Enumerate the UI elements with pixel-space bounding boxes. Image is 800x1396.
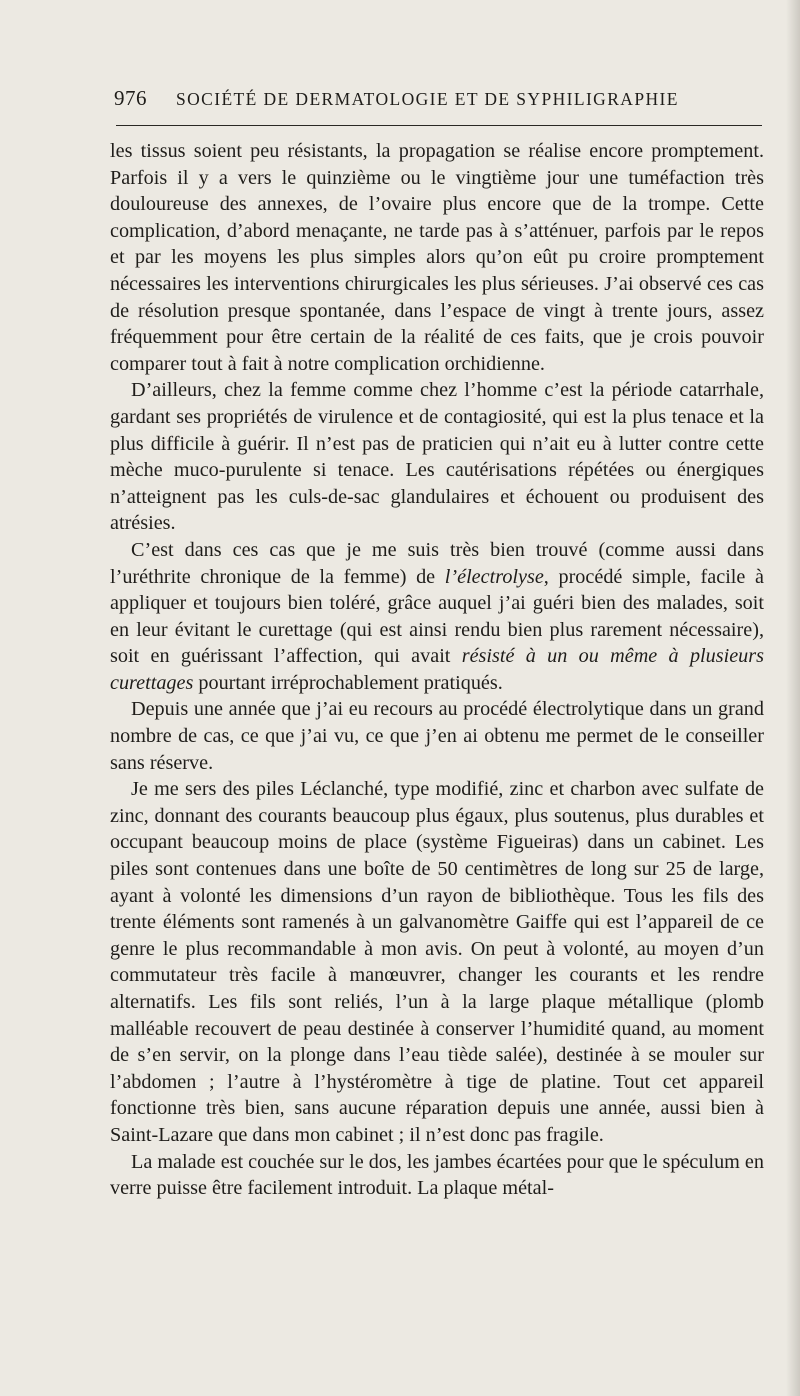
page-edge-shadow bbox=[786, 0, 800, 1396]
page-number: 976 bbox=[114, 86, 147, 110]
body-text bbox=[110, 138, 764, 1202]
running-title: SOCIÉTÉ DE DERMATOLOGIE ET DE SYPHILIGRAPHIE bbox=[176, 89, 679, 109]
paragraph-text: C’est dans ces cas que je me suis très bien trouvé (comme aussi dans l’uréthrite chronique de la femme) de bbox=[110, 538, 764, 588]
paragraph: Depuis une année que j’ai eu recours au procédé électrolytique dans un grand nombre de cas, ce que j’ai vu, ce que j’en ai obtenu me permet de le conseiller sans réserve. bbox=[110, 698, 764, 774]
italic-term: l’électrolyse bbox=[444, 565, 544, 588]
paragraph: les tissus soient peu résistants, la propagation se réalise encore promptement. Parfois il y a vers le quinzième ou le vingtième jour une tuméfaction très douloureuse des annexes, de l’ovaire plus encore que de la trompe. Cette complication, d’abord menaçante, ne tarde pas à s’atténuer, parfois par le repos et par les moyens les plus simples alors qu’on eût pu croire promptement nécessaires les interventions chirurgicales les plus sérieuses. J’ai observé ces cas de résolution presque spontanée, dans l’espace de vingt à trente jours, assez fréquemment pour être certain de la réalité de ces faits, que je crois pouvoir comparer tout à fait à notre complication orchidienne. bbox=[110, 140, 764, 375]
italic-phrase: résisté à un ou même à plusieurs curettages bbox=[110, 645, 764, 694]
paragraph: La malade est couchée sur le dos, les jambes écartées pour que le spéculum en verre puisse être facilement introduit. La plaque métal- bbox=[110, 1150, 764, 1200]
header-rule bbox=[116, 125, 762, 126]
paragraph: Je me sers des piles Léclanché, type modifié, zinc et charbon avec sulfate de zinc, donnant des courants beaucoup plus égaux, plus soutenus, plus durables et occupant beaucoup moins de place (système Figueiras) dans un cabinet. Les piles sont contenues dans une boîte de 50 centimètres de long sur 25 de large, ayant à volonté les dimensions d’un rayon de bibliothèque. Tous les fils des trente éléments sont ramenés à un galvanomètre Gaiffe qui est l’appareil de ce genre le plus recommandable à mon avis. On peut à volonté, au moyen d’un commutateur très facile à manœuvrer, changer les courants et les rendre alternatifs. Les fils sont reliés, l’un à la large plaque métallique (plomb malléable recouvert de peau destinée à conserver l’humidité quand, au moment de s’en servir, on la plonge dans l’eau tiède salée), destinée à se mouler sur l’abdomen ; l’autre à l’hystéromètre à tige de platine. Tout cet appareil fonctionne très bien, sans aucune réparation depuis une année, aussi bien à Saint-Lazare que dans mon cabinet ; il n’est donc pas fragile. bbox=[110, 778, 764, 1146]
paragraph-text: pourtant irréprochablement pratiqués. bbox=[193, 671, 503, 694]
paragraph: D’ailleurs, chez la femme comme chez l’homme c’est la période catarrhale, gardant ses propriétés de virulence et de contagiosité, qui est la plus tenace et la plus difficile à guérir. Il n’est pas de praticien qui n’ait eu à lutter contre cette mèche muco-purulente si tenace. Les cautérisations répétées ou énergiques n’atteignent pas les culs-de-sac glandulaires et échouent ou produisent des atrésies. bbox=[110, 379, 764, 535]
paragraph-text: , procédé simple, facile à appliquer et toujours bien toléré, grâce auquel j’ai guéri bien des malades, soit en leur évitant le curettage (qui est ainsi rendu bien plus rarement nécessaire), soit en guérissant l’affection, qui avait bbox=[110, 565, 764, 668]
paragraph bbox=[110, 537, 764, 697]
page-header bbox=[114, 86, 762, 116]
